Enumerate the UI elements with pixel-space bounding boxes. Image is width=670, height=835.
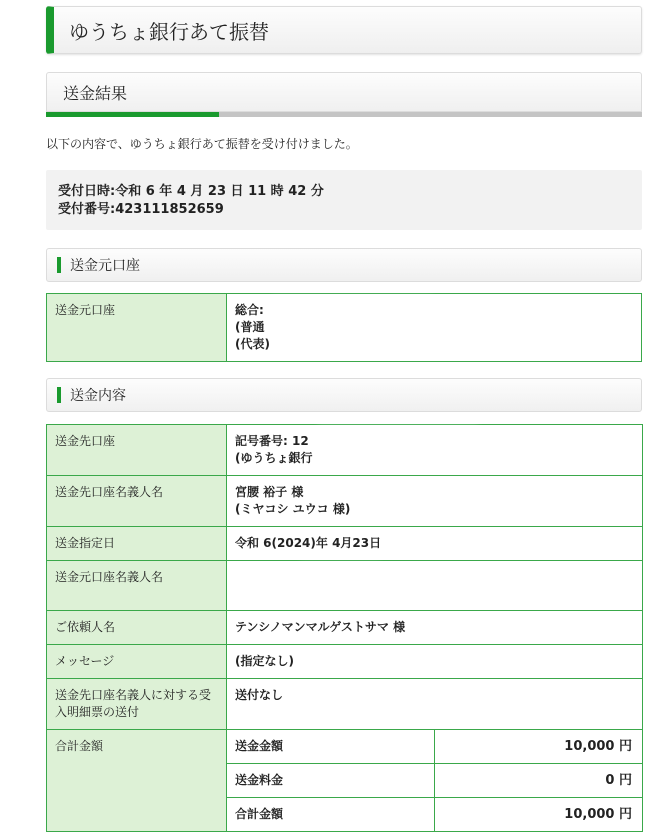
amount-name: 合計金額	[227, 798, 435, 832]
value-line: 記号番号: 12	[235, 434, 309, 448]
table-row	[47, 645, 643, 679]
section-marker	[57, 257, 61, 273]
table-row	[47, 527, 643, 561]
page-title-text: ゆうちょ銀行あて振替	[69, 19, 269, 44]
row-value	[227, 611, 643, 645]
table-row	[47, 679, 643, 730]
row-value	[227, 476, 643, 527]
value-line: 令和 6(2024)年 4月23日	[235, 536, 382, 550]
receipt-number-label: 受付番号:	[58, 202, 116, 217]
row-label: 送金指定日	[47, 527, 227, 561]
source-section-title: 送金元口座	[70, 258, 140, 274]
row-value	[227, 645, 643, 679]
value-line: (ゆうちょ銀行	[235, 451, 313, 465]
intro-text: 以下の内容で、ゆうちょ銀行あて振替を受け付けました。	[46, 137, 358, 151]
step-progress-bar	[46, 112, 642, 117]
page-title	[46, 6, 642, 54]
receipt-datetime	[58, 183, 642, 201]
value-line: 送付なし	[235, 688, 284, 702]
section-marker	[57, 387, 61, 403]
value-line: (代表)	[235, 337, 270, 351]
amount-value: 0 円	[435, 764, 643, 798]
value-line: (普通	[235, 320, 265, 334]
details-section-title: 送金内容	[70, 388, 126, 404]
transfer-details-table	[46, 424, 643, 832]
redaction-mask	[318, 428, 478, 468]
redaction-mask	[272, 298, 432, 342]
value-line: (ミヤコシ ユウコ 様)	[235, 502, 351, 516]
value-line: 総合:	[235, 303, 264, 317]
row-value	[227, 561, 643, 611]
redaction-mask	[300, 565, 380, 595]
step-progress-fill	[46, 112, 219, 117]
table-row	[47, 730, 643, 764]
details-section-header	[46, 378, 642, 412]
table-row	[47, 611, 643, 645]
receipt-info	[46, 170, 642, 230]
receipt-number	[58, 201, 642, 219]
step-title	[46, 72, 642, 112]
value-line: 宮腰 裕子 様	[235, 485, 304, 499]
row-label: 合計金額	[47, 730, 227, 832]
table-row	[47, 476, 643, 527]
amount-name: 送金料金	[227, 764, 435, 798]
row-label: 送金先口座名義人に対する受入明細票の送付	[47, 679, 227, 730]
source-section-header	[46, 248, 642, 282]
receipt-number-value: 423111852659	[115, 202, 224, 217]
amount-value: 10,000 円	[435, 730, 643, 764]
amount-name: 送金金額	[227, 730, 435, 764]
row-value	[227, 527, 643, 561]
row-label: 送金先口座名義人名	[47, 476, 227, 527]
value-line: テンシノマンマルゲストサマ 様	[235, 620, 406, 634]
row-value	[227, 679, 643, 730]
row-label: 送金元口座名義人名	[47, 561, 227, 611]
step-title-text: 送金結果	[63, 83, 128, 103]
row-label: メッセージ	[47, 645, 227, 679]
row-label: 送金先口座	[47, 425, 227, 476]
row-label: 送金元口座	[47, 294, 227, 362]
value-line: (指定なし)	[235, 654, 294, 668]
receipt-datetime-label: 受付日時:	[58, 184, 116, 199]
receipt-datetime-value: 令和 6 年 4 月 23 日 11 時 42 分	[115, 184, 324, 199]
row-label: ご依頼人名	[47, 611, 227, 645]
amount-value: 10,000 円	[435, 798, 643, 832]
